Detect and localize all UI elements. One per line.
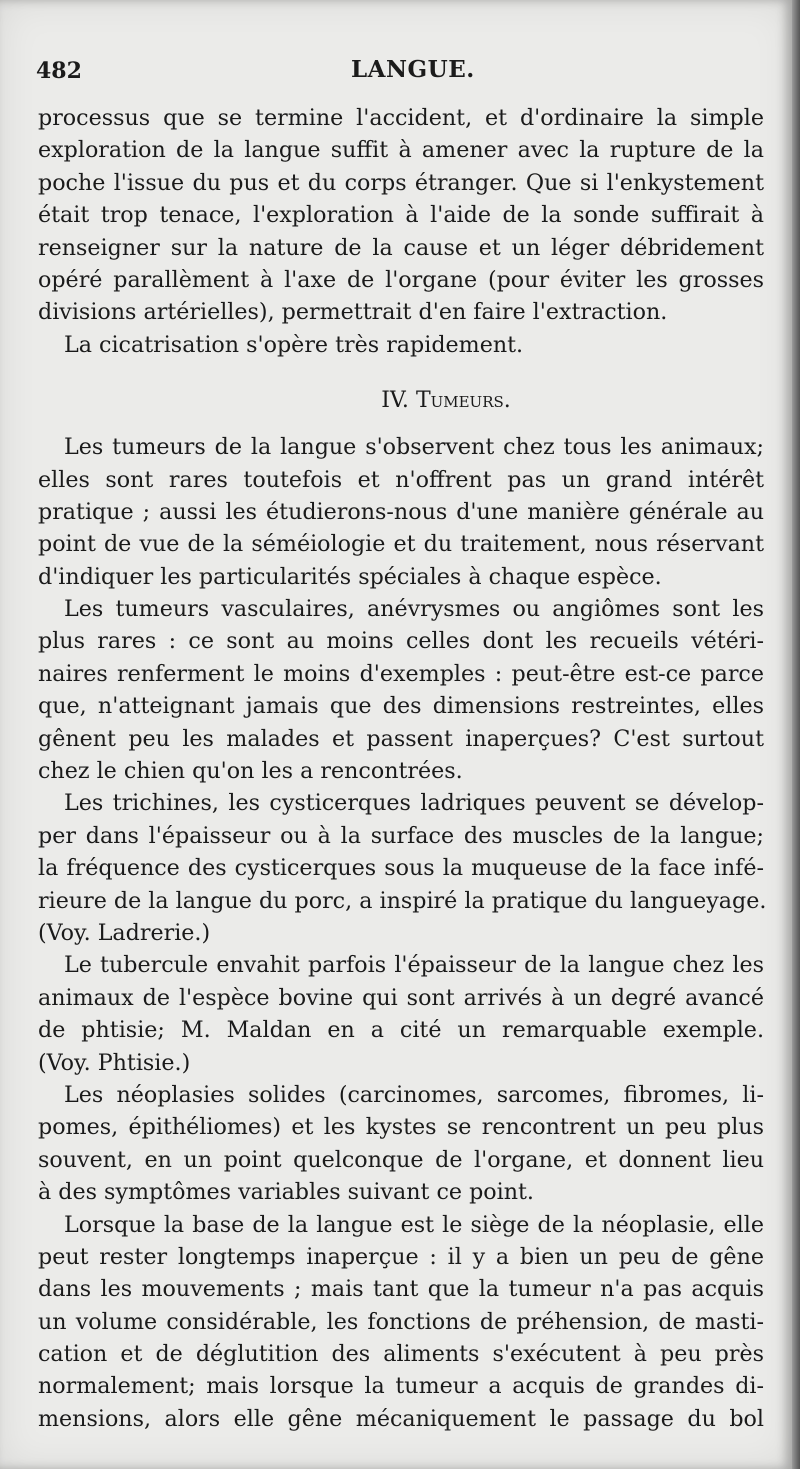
text-line: était trop tenace, l'exploration à l'aide de la sonde suffirait à <box>38 202 764 229</box>
text-line: chez le chien qu'on les a rencontrées. <box>38 758 463 785</box>
text-line: la fréquence des cysticerques sous la muqueuse de la face infé- <box>38 855 764 882</box>
text-line: Les tumeurs de la langue s'observent chez tous les animaux; <box>64 434 764 461</box>
text-line: un volume considérable, les fonctions de préhension, de masti- <box>38 1308 764 1335</box>
text-line: elles sont rares toutefois et n'offrent pas un grand intérêt <box>38 466 764 493</box>
text-line: animaux de l'espèce bovine qui sont arrivés à un degré avancé <box>38 984 764 1011</box>
text-line: per dans l'épaisseur ou à la surface des muscles de la langue; <box>38 822 764 849</box>
text-line: Les trichines, les cysticerques ladriques peuvent se dévelop- <box>64 790 764 817</box>
page-number: 482 <box>36 58 82 84</box>
text-line: Les tumeurs vasculaires, anévrysmes ou angiômes sont les <box>64 596 764 623</box>
text-line: normalement; mais lorsque la tumeur a acquis de grandes di- <box>38 1373 764 1400</box>
text-line: de phtisie; M. Maldan en a cité un remarquable exemple. <box>38 1017 764 1044</box>
text-line: La cicatrisation s'opère très rapidement. <box>64 331 524 358</box>
text-line: mensions, alors elle gêne mécaniquement le passage du bol <box>38 1405 764 1432</box>
section-title: Tumeurs. <box>415 388 511 414</box>
text-line: gênent peu les malades et passent inaperçues? C'est surtout <box>38 725 764 752</box>
text-line: point de vue de la séméiologie et du traitement, nous réservant <box>38 531 764 558</box>
text-line: dans les mouvements ; mais tant que la tumeur n'a pas acquis <box>38 1276 764 1303</box>
text-line: d'indiquer les particularités spéciales à chaque espèce. <box>38 563 662 590</box>
page-edge <box>792 0 800 1469</box>
text-line: pomes, épithéliomes) et les kystes se rencontrent un peu plus <box>38 1114 764 1141</box>
text-line: renseigner sur la nature de la cause et un léger débridement <box>38 234 764 261</box>
text-line: souvent, en un point quelconque de l'organe, et donnent lieu <box>38 1146 764 1173</box>
text-line: (Voy. Phtisie.) <box>38 1049 191 1076</box>
page-header <box>36 52 766 92</box>
text-line: rieure de la langue du porc, a inspiré la pratique du langueyage. <box>38 887 767 914</box>
text-line: Les néoplasies solides (carcinomes, sarcomes, fibromes, li- <box>64 1081 764 1108</box>
text-line: poche l'issue du pus et du corps étranger. Que si l'enkystement <box>38 169 764 196</box>
text-line: que, n'atteignant jamais que des dimensions restreintes, elles <box>38 693 764 720</box>
text-line: Lorsque la base de la langue est le siège de la néoplasie, elle <box>64 1211 764 1238</box>
text-line: Le tubercule envahit parfois l'épaisseur de la langue chez les <box>64 952 764 979</box>
text-line: opéré parallèment à l'axe de l'organe (pour éviter les grosses <box>38 266 764 293</box>
running-head: LANGUE. <box>351 56 475 83</box>
text-line: divisions artérielles), permettrait d'en faire l'extraction. <box>38 299 668 326</box>
section-heading <box>38 383 764 419</box>
text-line: pratique ; aussi les étudierons-nous d'une manière générale au <box>38 498 764 525</box>
text-line: plus rares : ce sont au moins celles dont les recueils vétéri- <box>38 628 764 655</box>
text-line: cation et de déglutition des aliments s'exécutent à peu près <box>38 1341 764 1368</box>
page-body <box>38 102 767 1435</box>
text-line: à des symptômes variables suivant ce point. <box>38 1179 534 1206</box>
text-line: processus que se termine l'accident, et d'ordinaire la simple <box>38 105 764 131</box>
text-line: naires renferment le moins d'exemples : peut-être est-ce parce <box>38 660 764 687</box>
text-line: (Voy. Ladrerie.) <box>38 919 211 946</box>
section-number: IV. <box>381 388 409 414</box>
text-line: peut rester longtemps inaperçue : il y a bien un peu de gêne <box>38 1243 764 1270</box>
text-line: exploration de la langue suffit à amener avec la rupture de la <box>38 137 764 164</box>
